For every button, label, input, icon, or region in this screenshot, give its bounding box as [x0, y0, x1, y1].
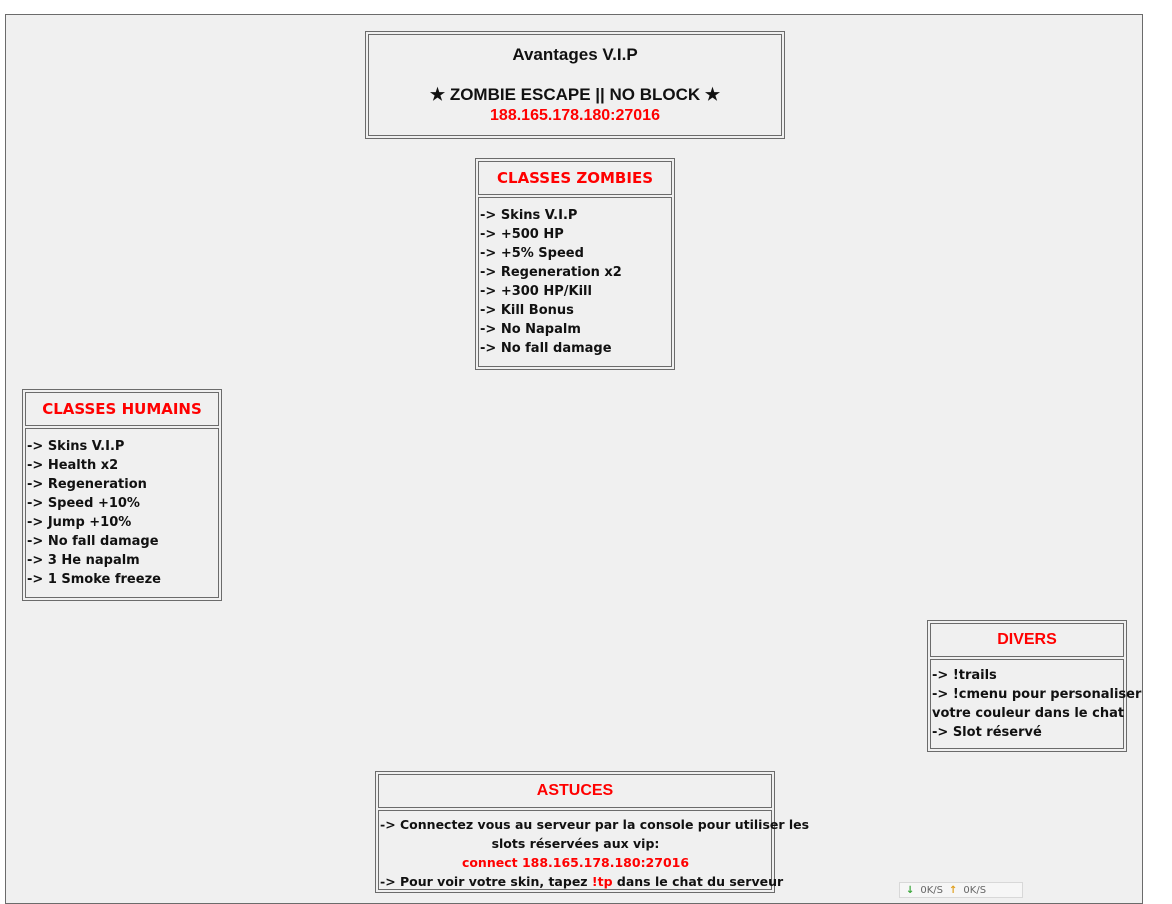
server-name: ZOMBIE ESCAPE || NO BLOCK [449, 85, 701, 104]
humains-heading [25, 392, 219, 426]
list-item: -> No fall damage [27, 534, 159, 549]
vip-title-inner [368, 34, 782, 136]
list-item: -> Health x2 [27, 458, 119, 473]
list-item: -> +500 HP [480, 227, 564, 242]
list-item: -> 3 He napalm [27, 553, 140, 568]
list-item: -> Slot réservé [932, 725, 1042, 740]
list-item: -> Kill Bonus [480, 303, 574, 318]
connect-command: connect 188.165.178.180:27016 [461, 855, 690, 870]
list-item: -> !cmenu pour personaliser [932, 687, 1142, 702]
list-item: -> +300 HP/Kill [480, 284, 592, 299]
list-item: -> Speed +10% [27, 496, 140, 511]
server-name-line [369, 85, 781, 105]
astuces-heading-label: ASTUCES [536, 782, 614, 799]
astuces-body [378, 810, 810, 890]
astuces-line-1: -> Connectez vous au serveur par la console pour utiliser les [380, 817, 810, 832]
download-speed: 0K/S [920, 884, 944, 896]
humains-list [25, 428, 219, 598]
list-item: -> No Napalm [480, 322, 581, 337]
list-item: -> 1 Smoke freeze [27, 572, 161, 587]
list-item: -> Skins V.I.P [480, 208, 578, 223]
list-item: -> Regeneration x2 [480, 265, 622, 280]
list-item: -> +5% Speed [480, 246, 584, 261]
zombies-list [478, 197, 672, 367]
zombies-heading [478, 161, 672, 195]
list-item: -> No fall damage [480, 341, 612, 356]
astuces-heading [378, 774, 772, 808]
download-arrow-icon: ↓ [906, 884, 915, 896]
list-item: -> Regeneration [27, 477, 147, 492]
astuces-line-4 [380, 872, 784, 891]
list-item: votre couleur dans le chat [932, 706, 1125, 721]
astuces-line-2: slots réservées aux vip: [491, 836, 660, 851]
zombies-box [475, 158, 675, 370]
humains-heading-label: CLASSES HUMAINS [42, 400, 202, 418]
list-item: -> !trails [932, 668, 997, 683]
astuces-box [375, 771, 810, 893]
divers-heading [930, 623, 1124, 657]
vip-title-box [365, 31, 785, 139]
astuces-line-4-after: dans le chat du serveur [612, 874, 784, 889]
divers-box [927, 620, 1142, 752]
star-icon: ★ [704, 85, 721, 104]
server-ip: 188.165.178.180:27016 [490, 107, 660, 124]
zombies-heading-label: CLASSES ZOMBIES [497, 169, 653, 187]
astuces-line-4-before: -> Pour voir votre skin, tapez [380, 874, 592, 889]
tp-command: !tp [591, 874, 613, 889]
humains-box [22, 389, 222, 601]
list-item: -> Skins V.I.P [27, 439, 125, 454]
divers-heading-label: DIVERS [997, 631, 1057, 648]
star-icon: ★ [429, 85, 446, 104]
page-title: Avantages V.I.P [512, 45, 638, 64]
divers-list [930, 659, 1142, 749]
network-speed-widget[interactable] [899, 882, 1023, 898]
upload-arrow-icon: ↑ [949, 884, 958, 896]
list-item: -> Jump +10% [27, 515, 132, 530]
upload-speed: 0K/S [963, 884, 987, 896]
